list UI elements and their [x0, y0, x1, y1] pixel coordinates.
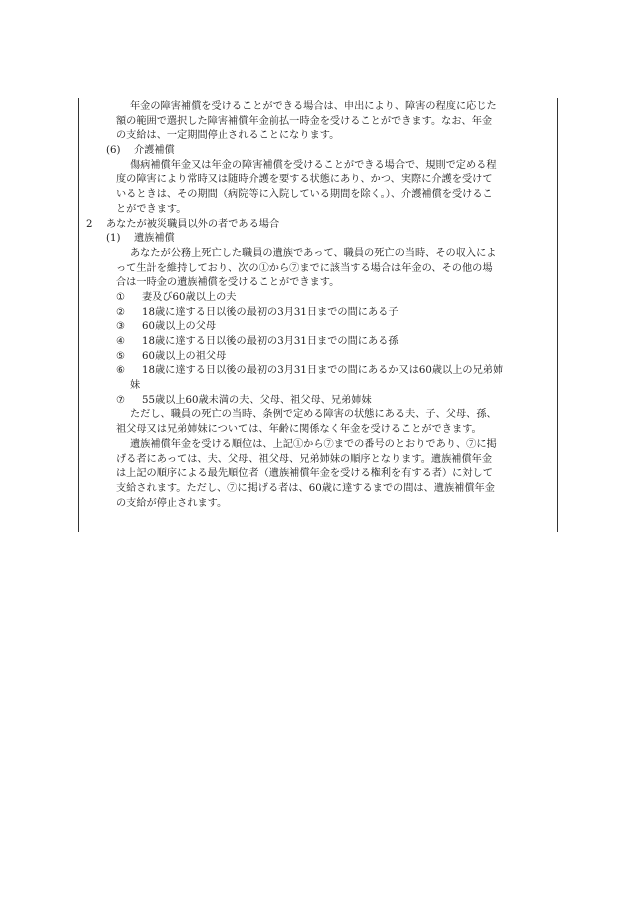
list-marker: ⑥	[116, 365, 126, 377]
document-body	[82, 100, 554, 511]
paragraph-line: の支給が停止されます。	[116, 497, 228, 509]
paragraph-line: 遺族補償年金を受ける順位は、上記①から⑦までの番号のとおりであり、⑦に掲	[130, 438, 497, 450]
list-item	[82, 291, 554, 306]
list-item	[82, 350, 554, 365]
list-marker: ①	[116, 291, 126, 303]
paragraph-line: 祖父母又は兄弟姉妹については、年齢に関係なく年金を受けることができます。	[116, 424, 482, 436]
paragraph-line: とができます。	[116, 203, 187, 215]
paragraph-line: 額の範囲で選択した障害補償年金前払一時金を受けることができます。なお、年金	[116, 115, 493, 127]
paragraph-line: の支給は、一定期間停止されることになります。	[116, 130, 340, 142]
list-item	[82, 320, 554, 335]
list-item-text: 60歳以上の祖父母	[142, 350, 227, 362]
subsection-title: 介護補償	[134, 145, 175, 157]
paragraph-line: って生計を維持しており、次の①から⑦までに該当する場合は年金の、その他の場	[116, 262, 493, 274]
list-item	[82, 335, 554, 350]
list-item	[82, 394, 554, 409]
paragraph-line: は上記の順序による最先順位者（遺族補償年金を受ける権利を有する者）に対して	[116, 468, 493, 480]
list-item-text: 60歳以上の父母	[142, 321, 217, 333]
list-item-text: 18歳に達する日以後の最初の3月31日までの間にある孫	[142, 336, 399, 347]
paragraph-line: 傷病補償年金又は年金の障害補償を受けることができる場合で、規則で定める程	[130, 159, 497, 171]
list-item-text: 18歳に達する日以後の最初の3月31日までの間にあるか又は60歳以上の兄弟姉	[142, 365, 504, 377]
list-item-text: 55歳以上60歳未満の夫、父母、祖父母、兄弟姉妹	[142, 394, 372, 406]
paragraph-line: あなたが公務上死亡した職員の遺族であって、職員の死亡の当時、その収入によ	[130, 247, 497, 259]
list-marker: ④	[116, 336, 126, 347]
list-item	[82, 364, 554, 379]
list-item	[82, 306, 554, 321]
list-item-continuation: 妹	[130, 380, 141, 392]
paragraph-line: 合は一時金の遺族補償を受けることができます。	[116, 277, 340, 289]
subsection-number: (1)	[106, 233, 121, 245]
paragraph-line: げる者にあっては、夫、父母、祖父母、兄弟姉妹の順序となります。遺族補償年金	[116, 453, 493, 465]
list-item-text: 18歳に達する日以後の最初の3月31日までの間にある子	[142, 306, 399, 318]
list-marker: ③	[116, 321, 126, 333]
list-marker: ②	[116, 306, 126, 318]
paragraph-line: 年金の障害補償を受けることができる場合は、申出により、障害の程度に応じた	[130, 101, 497, 112]
list-marker: ⑤	[116, 350, 126, 362]
section-title: あなたが被災職員以外の者である場合	[106, 218, 280, 230]
list-item-text: 妻及び60歳以上の夫	[142, 291, 237, 303]
subsection-heading	[82, 232, 554, 247]
section-number: 2	[86, 218, 93, 230]
paragraph-line: 支給されます。ただし、⑦に掲げる者は、60歳に達するまでの間は、遺族補償年金	[116, 482, 495, 494]
paragraph-line: 度の障害により常時又は随時介護を要する状態にあり、かつ、実際に介護を受けて	[116, 174, 493, 186]
section-heading	[82, 218, 554, 233]
subsection-number: (6)	[106, 145, 121, 157]
paragraph-line: いるときは、その期間（病院等に入院している期間を除く。）、介護補償を受けるこ	[116, 189, 493, 201]
paragraph-line: ただし、職員の死亡の当時、条例で定める障害の状態にある夫、子、父母、孫、	[130, 409, 497, 421]
list-marker: ⑦	[116, 394, 126, 406]
subsection-title: 遺族補償	[134, 233, 175, 245]
subsection-heading	[82, 144, 554, 159]
